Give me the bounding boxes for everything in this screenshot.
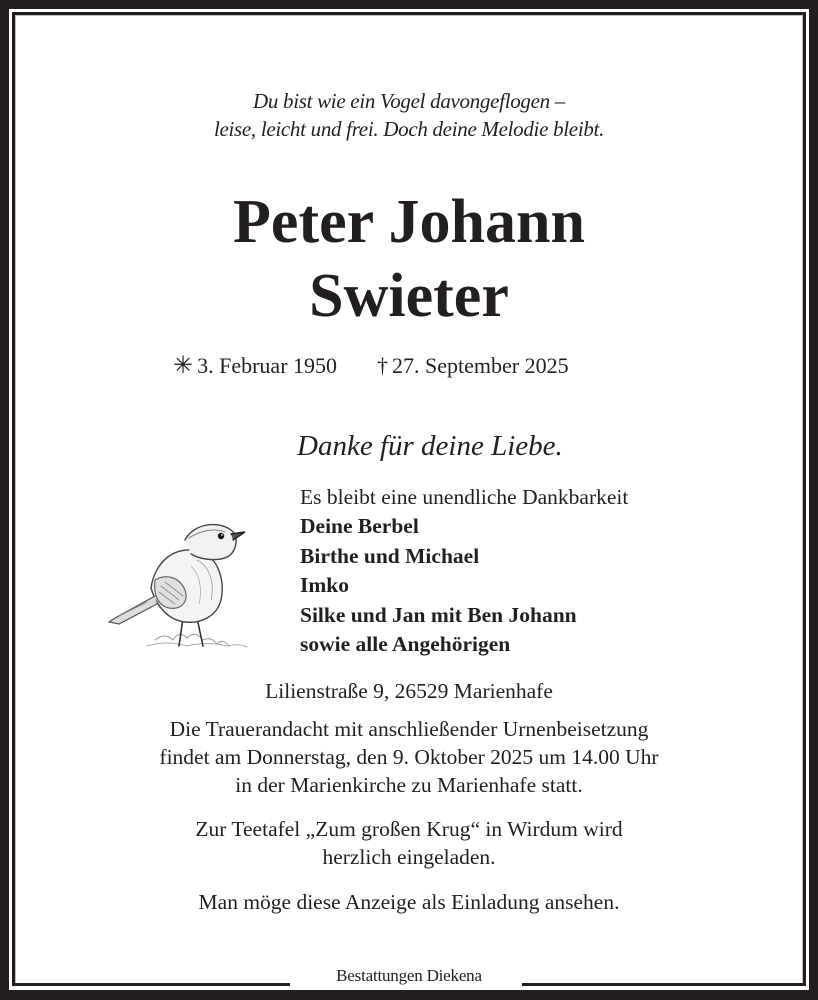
funeral-home-credit: Bestattungen Diekena [336, 966, 482, 985]
mourner-name: Deine Berbel [300, 514, 419, 539]
mourner-name: Imko [300, 573, 349, 598]
mourner-name: sowie alle Angehörigen [300, 632, 511, 657]
deceased-name [15, 185, 803, 333]
mourners-intro: Es bleibt eine unendliche Dankbarkeit [300, 485, 629, 509]
robin-bird-icon [85, 500, 255, 660]
notice-content [15, 15, 803, 983]
robin-illustration [85, 500, 255, 660]
motto-verse [15, 87, 803, 143]
bird-eye [218, 533, 224, 539]
motto-line-1: Du bist wie ein Vogel davongeflogen – [252, 89, 565, 113]
deceased-name-line-1: Peter Johann [233, 188, 585, 256]
mourner-name: Birthe und Michael [300, 543, 480, 568]
ceremony-line-1: Die Trauerandacht mit anschließender Urnenbeisetzung [169, 717, 649, 741]
ceremony-line-2: findet am Donnerstag, den 9. Oktober 2025 um 14.00 Uhr [159, 745, 659, 769]
birth-date: 3. Februar 1950 [197, 353, 338, 378]
death-cross-icon: † [377, 353, 389, 378]
invitation-line-2: herzlich eingeladen. [322, 845, 496, 869]
deceased-name-line-2: Swieter [309, 262, 509, 330]
death-date: 27. September 2025 [392, 353, 569, 378]
ceremony-info [15, 715, 803, 799]
ceremony-line-3: in der Marienkirche zu Marienhafe statt. [235, 773, 583, 797]
life-dates [173, 352, 569, 380]
invitation-line-1: Zur Teetafel „Zum großen Krug“ in Wirdum wird [195, 817, 623, 841]
tea-invitation [15, 815, 803, 871]
closing-note: Man möge diese Anzeige als Einladung ansehen. [198, 890, 620, 914]
birth-star-icon: ✳ [173, 353, 194, 379]
motto-line-2: leise, leicht und frei. Doch deine Melodie bleibt. [213, 117, 605, 141]
family-address: Lilienstraße 9, 26529 Marienhafe [265, 679, 553, 703]
mourner-name: Silke und Jan mit Ben Johann [300, 602, 577, 627]
mourners-list [300, 483, 628, 659]
thanks-line: Danke für deine Liebe. [297, 430, 563, 462]
